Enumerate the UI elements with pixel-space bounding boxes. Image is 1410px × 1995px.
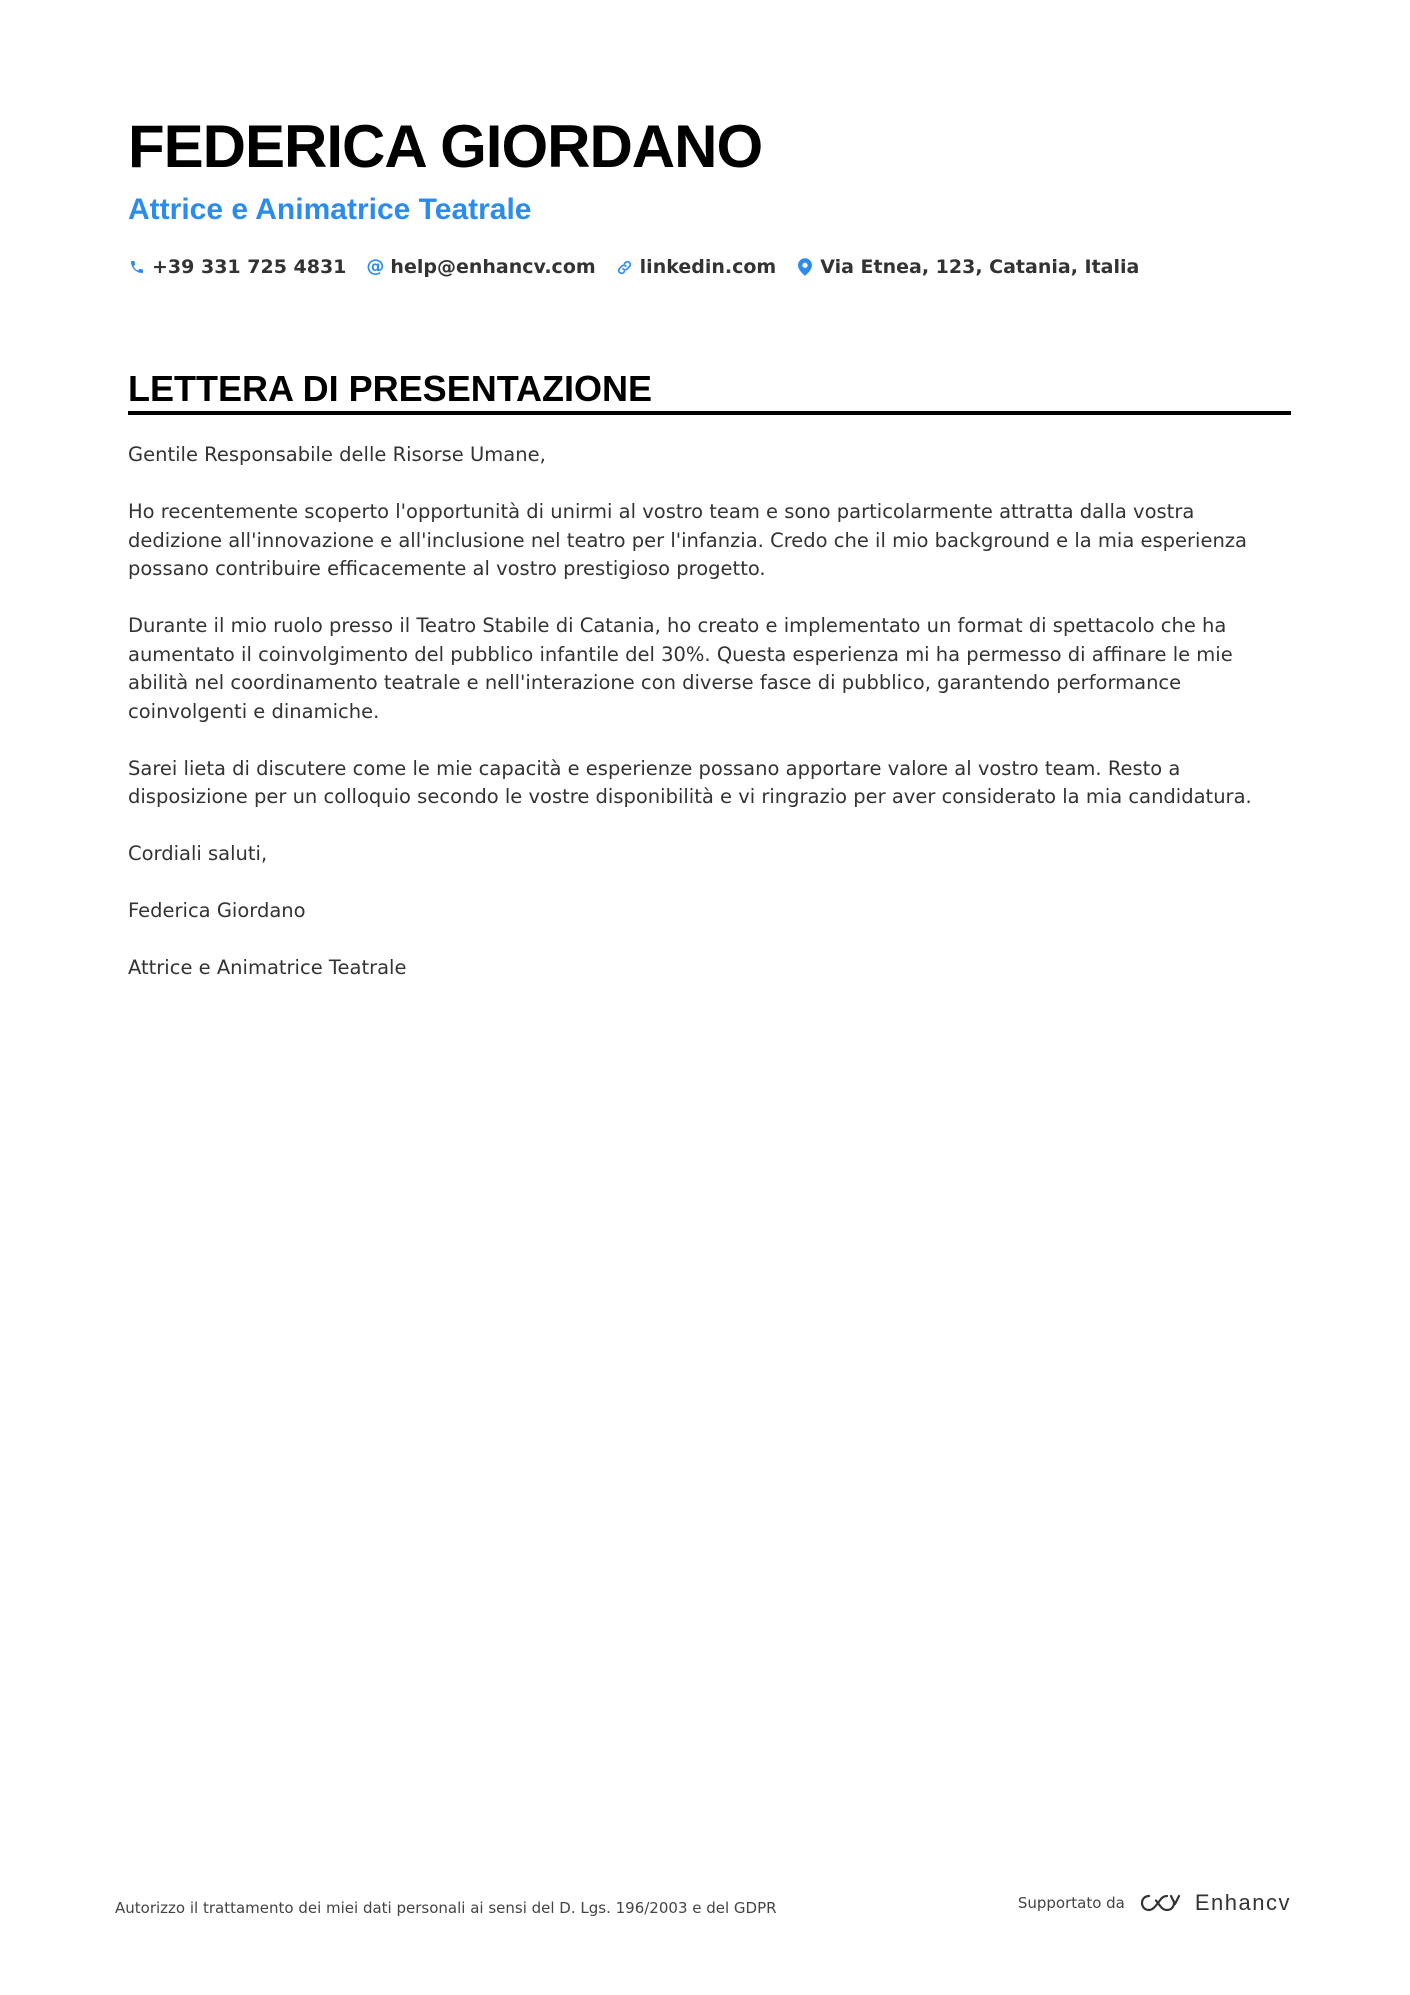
section-divider — [128, 411, 1291, 415]
link-icon — [616, 257, 634, 277]
contact-email[interactable] — [366, 254, 595, 280]
powered-by-label: Supportato da — [1017, 1894, 1125, 1912]
phone-icon — [128, 257, 146, 277]
contact-linkedin[interactable] — [616, 254, 777, 280]
contact-email-text: help@enhancv.com — [390, 256, 596, 278]
signature-name: Federica Giordano — [128, 899, 306, 922]
contact-bar — [128, 254, 1159, 280]
brand-name: Enhancv — [1194, 1890, 1291, 1915]
contact-location-text: Via Etnea, 123, Catania, Italia — [820, 256, 1140, 278]
letter-greeting: Gentile Responsabile delle Risorse Umane, — [128, 443, 546, 466]
candidate-role: Attrice e Animatrice Teatrale — [128, 193, 532, 226]
at-icon: @ — [366, 256, 385, 277]
letter-paragraph: Sarei lieta di discutere come le mie capacità e esperienze possano apportare valore al vostro team. Resto a disposizione per un colloquio secondo le vostre disponibilità e vi ringrazio per aver considerato la mia candidatura. — [128, 756, 1252, 808]
letter-paragraph: Ho recentemente scoperto l'opportunità di unirmi al vostro team e sono particolarmente attratta dalla vostra dedizione all'innovazione e all'inclusione nel teatro per l'infanzia. Credo che il mio background e la mia esperienza possano contribuire efficacemente al vostro prestigioso progetto. — [128, 500, 1247, 580]
contact-linkedin-text: linkedin.com — [639, 256, 777, 278]
candidate-name: FEDERICA GIORDANO — [128, 113, 763, 180]
privacy-consent-note: Autorizzo il trattamento dei miei dati personali ai sensi del D. Lgs. 196/2003 e del GDPR — [115, 1899, 777, 1917]
contact-phone[interactable] — [128, 254, 346, 280]
powered-by[interactable] — [1018, 1890, 1291, 1916]
location-pin-icon — [796, 257, 814, 277]
contact-phone-text: +39 331 725 4831 — [152, 256, 347, 278]
letter-closing: Cordiali saluti, — [128, 842, 268, 865]
signature-role: Attrice e Animatrice Teatrale — [128, 956, 407, 979]
enhancv-logo-icon — [1137, 1891, 1183, 1915]
section-title: LETTERA DI PRESENTAZIONE — [128, 368, 653, 409]
contact-location — [796, 254, 1139, 280]
letter-body — [128, 441, 1291, 1011]
letter-paragraph: Durante il mio ruolo presso il Teatro Stabile di Catania, ho creato e implementato un format di spettacolo che ha aumentato il coinvolgimento del pubblico infantile del 30%. Questa esperienza mi ha permesso di affinare le mie abilità nel coordinamento teatrale e nell'interazione con diverse fasce di pubblico, garantendo performance coinvolgenti e dinamiche. — [128, 614, 1233, 723]
